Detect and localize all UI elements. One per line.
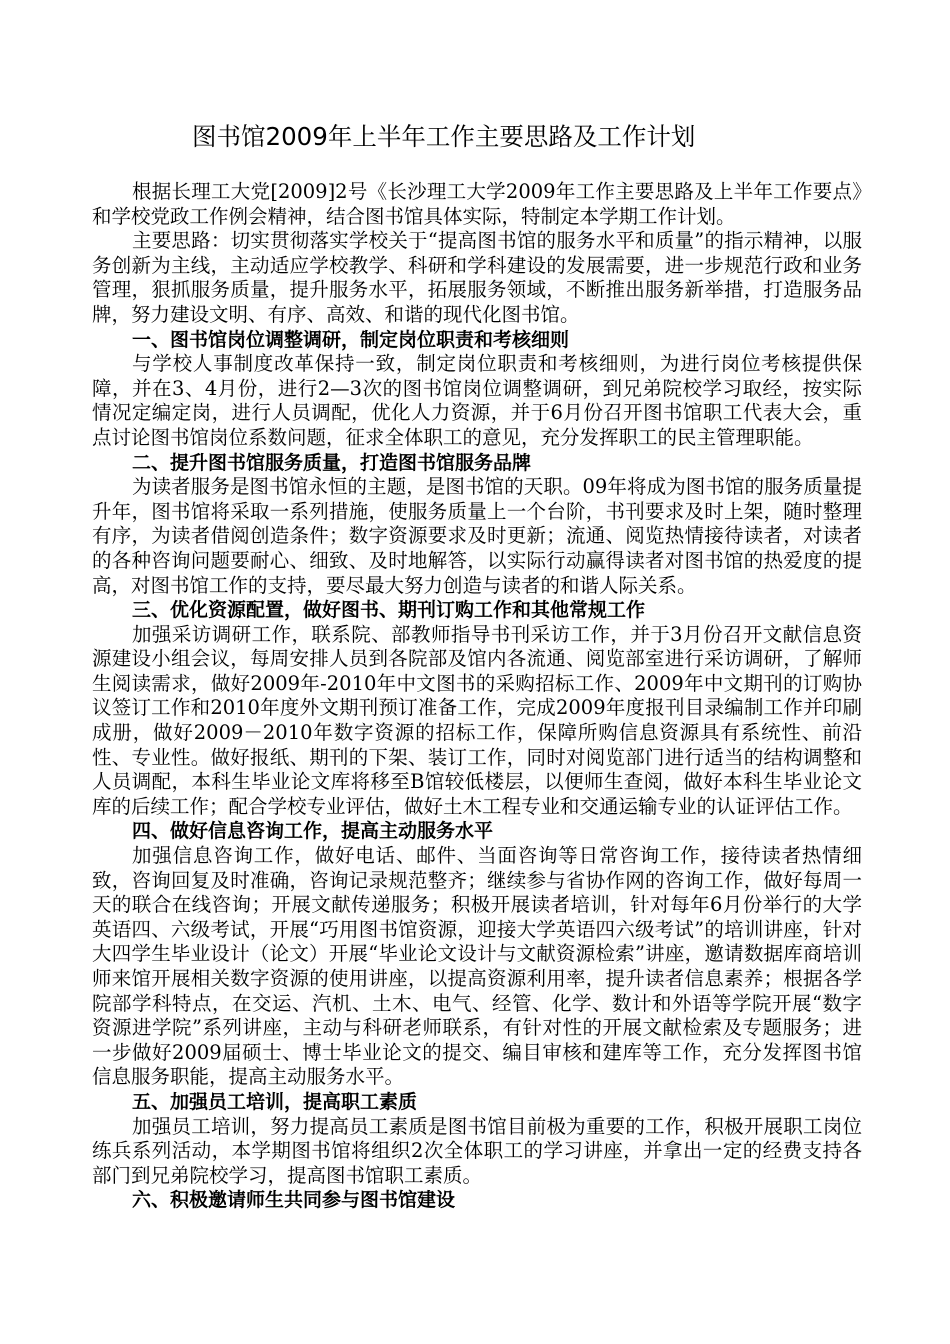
intro-paragraph: 根据长理工大党[2009]2号《长沙理工大学2009年工作主要思路及上半年工作要点》和学校党政工作例会精神，结合图书馆具体实际，特制定本学期工作计划。: [92, 180, 862, 228]
section-heading-3: 三、优化资源配置，做好图书、期刊订购工作和其他常规工作: [132, 599, 646, 622]
document-body: [92, 180, 862, 1213]
section-heading-1: 一、图书馆岗位调整调研，制定岗位职责和考核细则: [132, 328, 570, 351]
section-text-4: 加强信息咨询工作，做好电话、邮件、当面咨询等日常咨询工作，接待读者热情细致，咨询回复及时准确，咨询记录规范整齐；继续参与省协作网的咨询工作，做好每周一天的联合在线咨询；开展文献传递服务；积极开展读者培训，针对每年6月份举行的大学英语四、六级考试，开展“巧用图书馆资源，迎接大学英语四六级考试”的培训讲座，针对大四学生毕业设计（论文）开展“毕业论文设计与文献资源检索”讲座，邀请数据库商培训师来馆开展相关数字资源的使用讲座，以提高资源利用率，提升读者信息素养；根据各学院部学科特点，在交运、汽机、土木、电气、经管、化学、数计和外语等学院开展“数字资源进学院”系列讲座，主动与科研老师联系，有针对性的开展文献检索及专题服务；进一步做好2009届硕士、博士毕业论文的提交、编目审核和建库等工作，充分发挥图书馆信息服务职能，提高主动服务水平。: [92, 844, 862, 1089]
section-text-2: 为读者服务是图书馆永恒的主题，是图书馆的天职。09年将成为图书馆的服务质量提升年，图书馆将采取一系列措施，使服务质量上一个台阶，书刊要求及时上架，随时整理有序，为读者借阅创造条件；数字资源要求及时更新；流通、阅览热情接待读者，对读者的各种咨询问题要耐心、细致、及时地解答，以实际行动赢得读者对图书馆的热爱度的提高，对图书馆工作的支持，要尽最大努力创造与读者的和谐人际关系。: [92, 475, 862, 597]
section-heading-2: 二、提升图书馆服务质量，打造图书馆服务品牌: [132, 451, 532, 474]
section-text-3: 加强采访调研工作，联系院、部教师指导书刊采访工作，并于3月份召开文献信息资源建设小组会议，每周安排人员到各院部及馆内各流通、阅览部室进行采访调研，了解师生阅读需求，做好2009年-2010年中文图书的采购招标工作、2009年中文期刊的订购协议签订工作和2010年度外文期刊预订准备工作，完成2009年度报刊目录编制工作并印刷成册，做好2009－2010年数字资源的招标工作，保障所购信息资源具有系统性、前沿性、专业性。做好报纸、期刊的下架、装订工作，同时对阅览部门进行适当的结构调整和人员调配，本科生毕业论文库将移至B馆较低楼层，以便师生查阅，做好本科生毕业论文库的后续工作；配合学校专业评估，做好土木工程专业和交通运输专业的认证评估工作。: [92, 622, 862, 818]
section-heading-5: 五、加强员工培训，提高职工素质: [132, 1090, 418, 1113]
section-text-5: 加强员工培训，努力提高员工素质是图书馆目前极为重要的工作，积极开展职工岗位练兵系列活动，本学期图书馆将组织2次全体职工的学习讲座，并拿出一定的经费支持各部门到兄弟院校学习，提高图书馆职工素质。: [92, 1114, 862, 1187]
section-heading-6: 六、积极邀请师生共同参与图书馆建设: [132, 1189, 456, 1212]
main-idea-paragraph: 主要思路：切实贯彻落实学校关于“提高图书馆的服务水平和质量”的指示精神，以服务创新为主线，主动适应学校教学、科研和学科建设的发展需要，进一步规范行政和业务管理，狠抓服务质量，提升服务水平，拓展服务领域，不断推出服务新举措，打造服务品牌，努力建设文明、有序、高效、和谐的现代化图书馆。: [92, 229, 862, 326]
section-text-1: 与学校人事制度改革保持一致，制定岗位职责和考核细则，为进行岗位考核提供保障，并在3、4月份，进行2—3次的图书馆岗位调整调研，到兄弟院校学习取经，按实际情况定编定岗，进行人员调配，优化人力资源，并于6月份召开图书馆职工代表大会，重点讨论图书馆岗位系数问题，征求全体职工的意见，充分发挥职工的民主管理职能。: [92, 352, 862, 449]
document-title: 图书馆2009年上半年工作主要思路及工作计划: [192, 122, 696, 151]
section-heading-4: 四、做好信息咨询工作，提高主动服务水平: [132, 820, 494, 843]
